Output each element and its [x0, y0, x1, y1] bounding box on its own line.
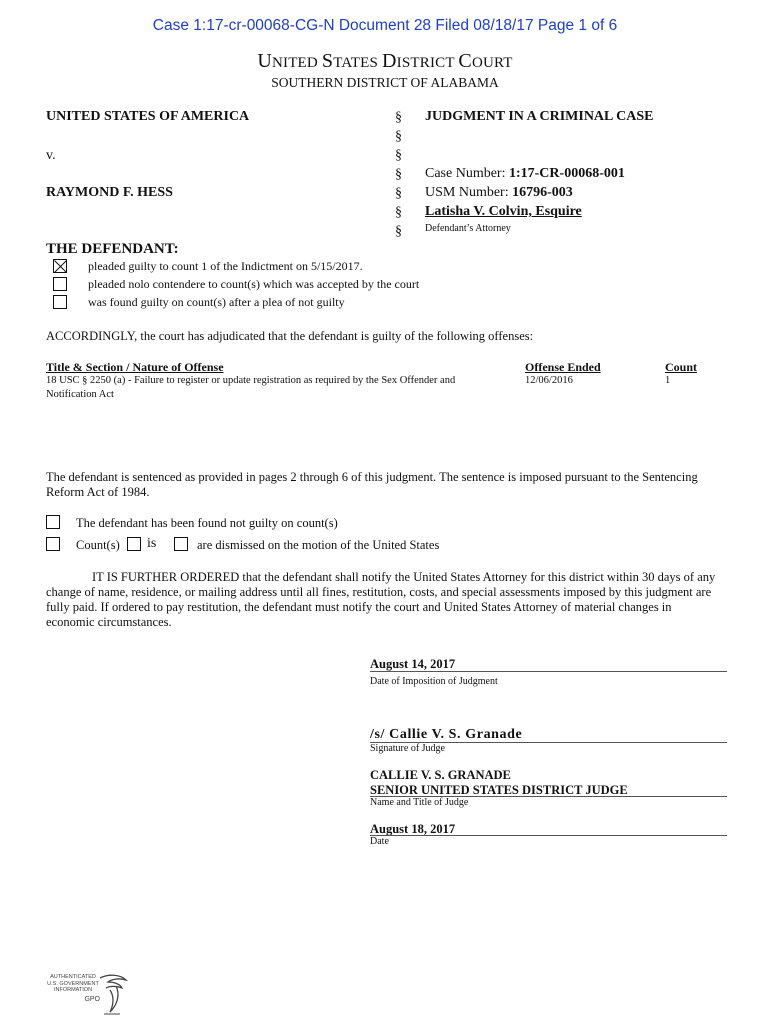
defendant-heading: THE DEFENDANT: [46, 241, 179, 257]
court-title: UNITED STATES DISTRICT COURT [257, 50, 513, 72]
found-guilty-checkbox[interactable] [53, 295, 67, 309]
ordered-line4: economic circumstances. [46, 615, 172, 629]
imposition-date: August 14, 2017 [370, 657, 456, 671]
ordered-line1: IT IS FURTHER ORDERED that the defendant shall notify the United States Attorney for this district within 30 days of any [92, 570, 716, 584]
dismissed-counts-checkbox[interactable] [46, 537, 60, 551]
is-checkbox[interactable] [127, 537, 141, 551]
pleaded-guilty-checkbox[interactable] [53, 259, 67, 273]
section-mark: § [395, 110, 402, 125]
eagle-icon [94, 972, 132, 1018]
case-number-label: Case Number: [425, 166, 509, 181]
document-title: JUDGMENT IN A CRIMINAL CASE [425, 109, 654, 124]
seal-text: AUTHENTICATED U.S. GOVERNMENT INFORMATION GPO [47, 974, 100, 1003]
case-number-value: 1:17-CR-00068-001 [508, 166, 625, 181]
adjudication-text: ACCORDINGLY, the court has adjudicated that the defendant is guilty of the following offenses: [46, 329, 534, 343]
judgment-date-caption: Date [370, 836, 389, 847]
offense-column-header: Title & Section / Nature of Offense [46, 360, 224, 374]
section-mark: § [395, 205, 402, 220]
judgment-date-rule [370, 835, 727, 836]
offense-ended-column-header: Offense Ended [525, 360, 601, 374]
offense-description-line2: Notification Act [46, 389, 114, 400]
section-mark: § [395, 186, 402, 201]
offense-description-line1: 18 USC § 2250 (a) - Failure to register or update registration as required by the Sex Offender and [46, 375, 456, 386]
defendant-name: RAYMOND F. HESS [46, 185, 173, 200]
attorney-name: Latisha V. Colvin, Esquire [425, 204, 582, 219]
are-checkbox[interactable] [174, 537, 188, 551]
versus-label: v. [46, 148, 56, 163]
section-mark: § [395, 129, 402, 144]
sentence-line2: Reform Act of 1984. [46, 485, 150, 499]
plaintiff-name: UNITED STATES OF AMERICA [46, 109, 250, 124]
counts-label: Count(s) [76, 538, 120, 552]
judge-title: SENIOR UNITED STATES DISTRICT JUDGE [370, 783, 628, 797]
judge-name-caption: Name and Title of Judge [370, 797, 469, 808]
section-mark: § [395, 167, 402, 182]
usm-number-value: 16796-003 [512, 185, 573, 200]
imposition-date-caption: Date of Imposition of Judgment [370, 676, 498, 687]
pleaded-guilty-label: pleaded guilty to count 1 of the Indictment on 5/15/2017. [88, 259, 363, 273]
is-label: is [147, 536, 157, 551]
case-number-line [425, 166, 625, 182]
gpo-authentication-seal [42, 972, 132, 1018]
found-guilty-label: was found guilty on count(s) after a plea of not guilty [88, 295, 345, 309]
attorney-caption: Defendant’s Attorney [425, 223, 511, 234]
judgment-date: August 18, 2017 [370, 822, 456, 836]
usm-number-label: USM Number: [425, 185, 513, 200]
judge-signature: /s/ Callie V. S. Granade [370, 727, 523, 742]
judge-name: CALLIE V. S. GRANADE [370, 768, 511, 782]
sentence-line1: The defendant is sentenced as provided in pages 2 through 6 of this judgment. The sentence is imposed pursuant to the Sentencing [46, 470, 698, 484]
section-mark: § [395, 224, 402, 239]
signature-caption: Signature of Judge [370, 743, 445, 754]
imposition-date-rule [370, 671, 727, 672]
dismissed-label: are dismissed on the motion of the United States [197, 538, 440, 552]
section-mark: § [395, 148, 402, 163]
nolo-contendere-checkbox[interactable] [53, 277, 67, 291]
offense-ended-date: 12/06/2016 [525, 375, 573, 386]
court-district: SOUTHERN DISTRICT OF ALABAMA [271, 75, 499, 90]
not-guilty-label: The defendant has been found not guilty on count(s) [76, 516, 338, 530]
not-guilty-checkbox[interactable] [46, 515, 60, 529]
case-header: Case 1:17-cr-00068-CG-N Document 28 Filed 08/18/17 Page 1 of 6 [152, 17, 618, 34]
ordered-line3: fully paid. If ordered to pay restitution, the defendant must notify the court and United States Attorney of material changes in [46, 600, 672, 614]
ordered-line2: change of name, residence, or mailing address until all fines, restitution, costs, and special assessments imposed by this judgment are [46, 585, 712, 599]
count-column-header: Count [665, 360, 698, 374]
offense-count: 1 [665, 375, 671, 386]
usm-number-line [425, 185, 573, 201]
nolo-contendere-label: pleaded nolo contendere to count(s) which was accepted by the court [88, 277, 420, 291]
